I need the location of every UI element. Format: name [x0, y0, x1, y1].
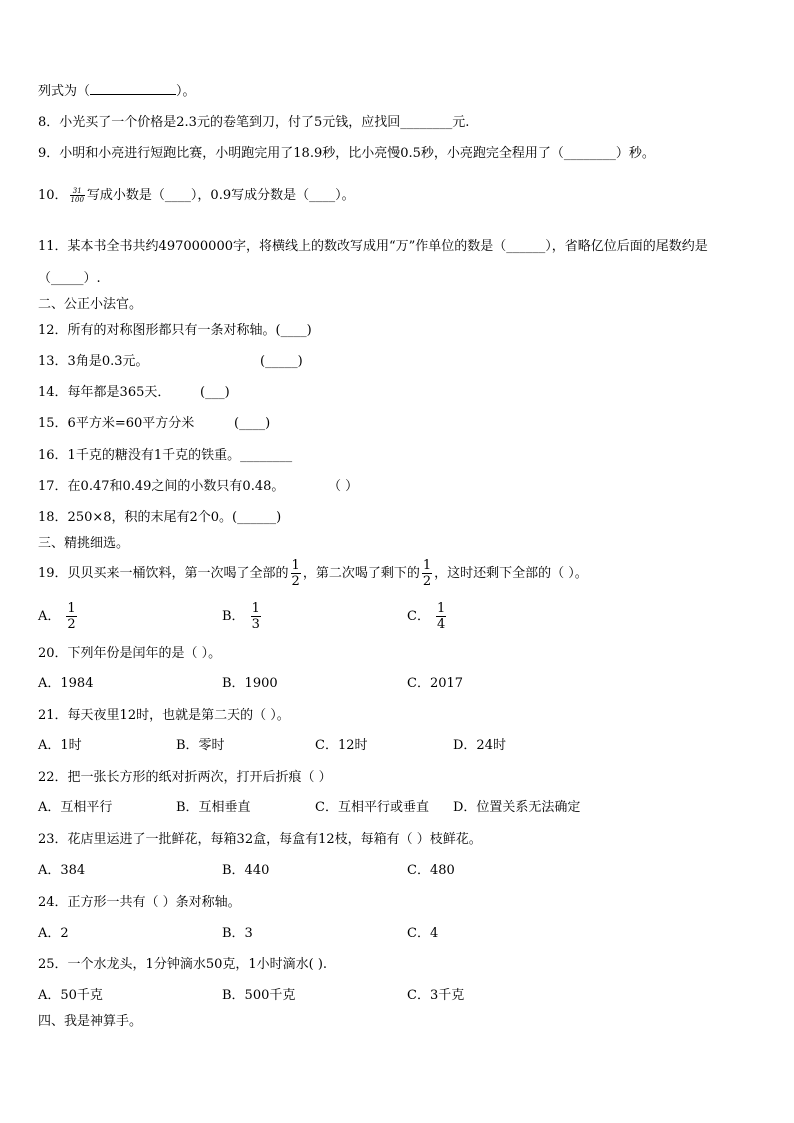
section-4-heading: 四、我是神算手。 — [38, 1014, 143, 1029]
section-2-heading: 二、公正小法官。 — [38, 297, 143, 312]
question-9: 9．小明和小亮进行短跑比赛，小明跑完用了18.9秒，比小亮慢0.5秒，小亮跑完全程用了（________）秒。 — [38, 146, 655, 161]
question-12: 12．所有的对称图形都只有一条对称轴。(____) — [38, 323, 312, 338]
option-letter: B． — [222, 609, 245, 624]
q7-prefix: 列式为（ — [38, 84, 91, 99]
q19-option-c[interactable] — [407, 600, 448, 634]
q25-options — [38, 986, 738, 1010]
question-14 — [38, 384, 230, 402]
q10-number: 10． — [38, 188, 68, 203]
option-letter: A． — [38, 609, 61, 624]
fraction-denominator: 2 — [422, 574, 432, 589]
option-fraction — [251, 601, 261, 632]
question-10 — [38, 187, 355, 205]
option-fraction — [436, 601, 446, 632]
fraction-denominator: 4 — [436, 617, 446, 632]
q15-blank[interactable]: (____) — [234, 416, 271, 431]
q7-blank[interactable] — [90, 82, 176, 95]
q13-blank[interactable]: (_____) — [260, 354, 303, 369]
q24-option-c[interactable]: C．4 — [407, 926, 439, 941]
q22-option-a[interactable]: A．互相平行 — [38, 800, 113, 815]
q14-blank[interactable]: (___) — [200, 385, 230, 400]
fraction-numerator: 1 — [422, 558, 432, 573]
q23-option-b[interactable]: B．440 — [222, 863, 270, 878]
question-22: 22．把一张长方形的纸对折两次，打开后折痕（ ） — [38, 770, 332, 785]
q15-text: 15．6平方米=60平方分米 — [38, 416, 195, 431]
q24-option-b[interactable]: B．3 — [222, 926, 253, 941]
q19-part1: 19．贝贝买来一桶饮料，第一次喝了全部的 — [38, 566, 289, 581]
fraction-numerator: 1 — [251, 601, 260, 616]
q10-fraction — [70, 187, 85, 204]
q24-options — [38, 924, 738, 948]
question-15 — [38, 415, 271, 433]
fraction-denominator: 3 — [251, 617, 260, 632]
fraction-numerator: 1 — [291, 558, 300, 573]
q19-option-a[interactable] — [38, 600, 79, 634]
question-24: 24．正方形一共有（ ）条对称轴。 — [38, 895, 241, 910]
q17-text: 17．在0.47和0.49之间的小数只有0.48。 — [38, 479, 285, 494]
question-25: 25．一个水龙头，1分钟滴水50克，1小时滴水( ). — [38, 957, 328, 972]
question-11-line1: 11．某本书全书共约497000000字，将横线上的数改写成用“万”作单位的数是（______），省略亿位后面的尾数约是 — [38, 239, 708, 254]
q19-fraction-a — [291, 558, 301, 589]
q21-option-c[interactable]: C．12时 — [315, 738, 368, 753]
q23-option-c[interactable]: C．480 — [407, 863, 455, 878]
q21-option-d[interactable]: D．24时 — [453, 738, 506, 753]
question-13 — [38, 353, 303, 371]
q25-option-a[interactable]: A．50千克 — [38, 988, 103, 1003]
q7-answer-line — [38, 82, 196, 101]
q23-options — [38, 861, 738, 885]
question-18: 18．250×8，积的末尾有2个0。(______) — [38, 510, 282, 525]
q19-fraction-b — [422, 558, 432, 589]
q20-option-c[interactable]: C．2017 — [407, 676, 464, 691]
q19-part3: ，这时还剩下全部的（ ）。 — [434, 566, 588, 581]
question-8: 8．小光买了一个价格是2.3元的卷笔到刀，付了5元钱，应找回________元. — [38, 115, 470, 130]
question-23: 23．花店里运进了一批鲜花，每箱32盒，每盒有12枝，每箱有（ ）枝鲜花。 — [38, 832, 482, 847]
q14-text: 14．每年都是365天． — [38, 385, 171, 400]
q7-suffix: ）。 — [176, 84, 196, 99]
fraction-denominator: 2 — [67, 617, 76, 632]
fraction-denominator: 100 — [70, 196, 84, 204]
fraction-denominator: 2 — [291, 574, 300, 589]
q19-part2: ，第二次喝了剩下的 — [302, 566, 420, 581]
question-16: 16．1千克的糖没有1千克的铁重。________ — [38, 448, 293, 463]
q10-text: 写成小数是（____），0.9写成分数是（____）。 — [86, 188, 355, 203]
q20-option-a[interactable]: A．1984 — [38, 676, 94, 691]
option-letter: C． — [407, 609, 430, 624]
q20-option-b[interactable]: B．1900 — [222, 676, 278, 691]
q21-option-b[interactable]: B．零时 — [176, 738, 225, 753]
q24-option-a[interactable]: A．2 — [38, 926, 69, 941]
q19-option-b[interactable] — [222, 600, 263, 634]
section-3-heading: 三、精挑细选。 — [38, 536, 130, 551]
q22-options — [38, 798, 738, 822]
q23-option-a[interactable]: A．384 — [38, 863, 86, 878]
option-fraction — [66, 601, 76, 632]
fraction-numerator: 31 — [72, 187, 82, 195]
q22-option-b[interactable]: B．互相垂直 — [176, 800, 251, 815]
question-19 — [38, 557, 588, 591]
q21-option-a[interactable]: A．1时 — [38, 738, 82, 753]
question-11-line2: （_____）. — [38, 271, 101, 286]
q19-options — [38, 600, 738, 636]
question-17 — [38, 478, 359, 496]
q21-options — [38, 736, 738, 760]
q25-option-c[interactable]: C．3千克 — [407, 988, 465, 1003]
q13-text: 13．3角是0.3元。 — [38, 354, 149, 369]
question-21: 21．每天夜里12时，也就是第二天的（ ）。 — [38, 708, 290, 723]
q22-option-d[interactable]: D．位置关系无法确定 — [453, 800, 581, 815]
q20-options — [38, 674, 738, 698]
question-20: 20．下列年份是闰年的是（ ）。 — [38, 646, 222, 661]
fraction-numerator: 1 — [436, 601, 446, 616]
q22-option-c[interactable]: C．互相平行或垂直 — [315, 800, 429, 815]
q17-blank[interactable]: （ ） — [328, 479, 359, 494]
q25-option-b[interactable]: B．500千克 — [222, 988, 296, 1003]
fraction-numerator: 1 — [67, 601, 76, 616]
